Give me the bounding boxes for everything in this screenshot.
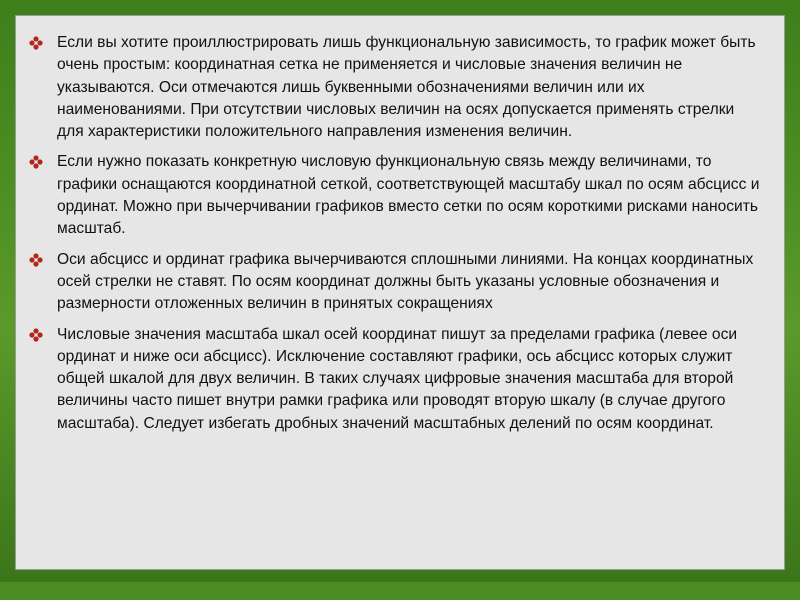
bullet-item	[29, 32, 764, 143]
bullet-item	[29, 151, 764, 240]
diamond-flower-icon	[29, 324, 57, 346]
bullet-text: Числовые значения масштаба шкал осей координат пишут за пределами графика (левее оси ординат и ниже оси абсцисс). Исключение составляют графики, ось абсцисс которых служит общей шкалой для двух величин. В таких случаях цифровые значения масштаба для второй величины часто пишет внутри рамки графика или проводят вторую шкалу (в случае другого масштаба). Следует избегать дробных значений масштабных делений по осям координат.	[57, 325, 738, 432]
bottom-bar	[0, 582, 800, 600]
bullet-item	[29, 324, 764, 435]
bullet-text: Если нужно показать конкретную числовую функциональную связь между величинами, то графики оснащаются координатной сеткой, соответствующей масштабу шкал по осям абсцисс и ординат. Можно при вычерчивании графиков вместо сетки по осям короткими рисками наносить масштаб.	[57, 153, 760, 238]
diamond-flower-icon	[29, 249, 57, 271]
diamond-flower-icon	[29, 32, 57, 54]
diamond-flower-icon	[29, 151, 57, 173]
bullet-item	[29, 249, 764, 316]
bullet-text: Если вы хотите проиллюстрировать лишь функциональную зависимость, то график может быть очень простым: координатная сетка не применяется и числовые значения величин не указываются. Оси отмечаются лишь буквенными обозначениями величин или их наименованиями. При отсутствии числовых величин на осях допускается применять стрелки для характеристики положительного направления изменения величин.	[57, 34, 756, 141]
content-panel	[15, 15, 785, 570]
bullet-text: Оси абсцисс и ординат графика вычерчиваются сплошными линиями. На концах координатных осей стрелки не ставят. По осям координат должны быть указаны условные обозначения и размерности отложенных величин в принятых сокращениях	[57, 250, 754, 313]
bullet-list	[16, 16, 784, 435]
